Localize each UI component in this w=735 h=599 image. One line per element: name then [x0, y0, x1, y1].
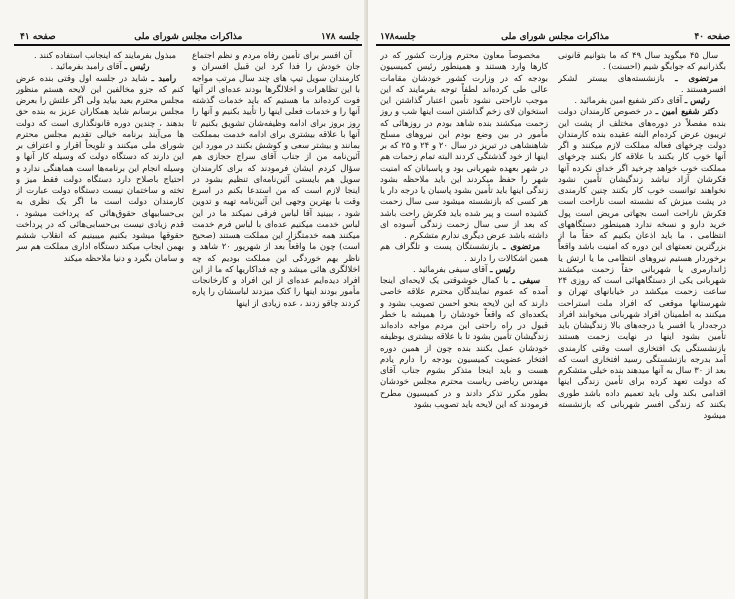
paragraph-text: آقای رامبد بفرمائید . — [50, 61, 122, 72]
page-number: صفحه ۴۰ — [694, 32, 730, 42]
paragraph-text: آن افسر برای تأمین رفاه مردم و نظم اجتماع جان خودش را فدا کرد این قبیل افسران و کارمندان سویل تیپ های چند سال مرتب مواجه با این تظاهرات و اخلالگرها بودند عده‌ای اثر آنها فوت کرده‌اند ما هستیم که باید خدمات گذشته آنها را و خدمات فعلی اینها را تأیید بکنیم و آنها را روز بروز برای ادامه وظیفه‌شان تشویق بکنیم تا آنها با علاقه بیشتری برای ادامه خدمت بمملکت بمانند و بیشتر سعی و کوشش بکنند در مورد این آئین‌نامه من از جناب آقای سراج حجازی هم سؤال کردم ایشان فرمودند که برای کارمندان سویل هم بایستی آئین‌نامه‌ای تنظیم بشود در اینجا لازم است که من استدعا بکنم در اسرع وقت با بهترین وجهی این آئین‌نامه تهیه و تدوین شود ، ببینید آقا لباس فرقی نمیکند ما در این لباس خدمت میکنیم عده‌ای با لباس فرم خدمت میکنند همه خدمتگزار این مملکت هستند (صحیح است) چون ما واقعاً بعد از شهریور ۲۰ شاهد و ناظر بهم خوردگی این مملکت بودیم که چه اخلالگری هائی میشد و چه فداکاریها که ما از این افراد دیده‌ایم عده‌ای از این افراد و کارخانجات مأمور بودند اینها را کتک میزدند لباسشان را پاره کردند چاقو زدند ، عده زیادی از اینها — [192, 50, 360, 308]
session-number: جلسه ۱۷۸ — [320, 32, 360, 42]
session-number: جلسه۱۷۸ — [380, 32, 416, 42]
speaker-name: سیفی ـ — [512, 275, 540, 285]
header-rule — [14, 44, 362, 46]
speaker-name: رئیس ـ — [124, 61, 150, 72]
page-number: صفحه ۴۱ — [20, 32, 56, 42]
paragraph — [380, 275, 548, 410]
paragraph — [380, 50, 548, 241]
paragraph — [558, 73, 726, 96]
speaker-name: دکتر شفیع امین ـ — [655, 106, 718, 117]
paragraph — [558, 106, 726, 421]
text-column-left — [380, 50, 548, 590]
speaker-name: مرتضوی ـ — [503, 241, 541, 252]
paragraph-text: مخصوصاً معاون محترم وزارت کشور که در کارها وارد هستند و همینطور رئیس کمیسیون بودجه که در وزارت کشور خودشان مقامات عالی طی کرده‌اند لطفاً توجه بفرمایند که این موجب ناراحتی نشود تأمین اعتبار گذاشتن این استخوان لای زخم گذاشتن است اینها شب و روز زحمت میکشند بنده شاهد بودم در روزهائی که مأمور در بین وضع بودم این نیروهای مسلح شاهنشاهی در تبریز در سال ۲۰ و ۲۴ و ۲۵ که بر اینها از خود گذشتگی کردند البته تمام زحمات هم در شهر بعهده شهربانی بود و پاسبانان که امنیت شهر را حفظ میکردند این باید ملاحظه بشود زندگی اینها باید تأمین بشود پاسبان یا درجه دار یا هر کسی که بازنشسته میشود سی سال زحمت کشیده است و پیر شده باید فکرش راحت باشد که بعد از سی سال زحمت زندگی آسوده ای داشته باشد عرض دیگری ندارم متشکرم . — [380, 50, 548, 240]
running-title: مذاکرات مجلس شورای ملی — [501, 32, 610, 42]
speaker-name: رامبد ـ — [151, 72, 176, 83]
text-column-right — [558, 50, 726, 590]
paragraph — [558, 95, 726, 106]
speaker-name: رئیس ـ — [490, 263, 515, 274]
paragraph — [16, 50, 184, 61]
paragraph-text: شاید در جلسه اول وقتی بنده عرض کنم که جزو مخالفین این لایحه هستم منظور مجلس محترم بعید بیاید ولی اگر علتش را بعرض مجلس برسانم شاید همکاران عزیز به بنده حق بدهند ، چندین دوره قانونگذاری است که دولت ها می‌آیند برنامه خیالی تقدیم مجلس محترم شورای ملی میکنند و تلویحاً اقرار و اعتراف بر این دارند که دستگاه دولت که وسیله کار آنها و وسیله انجام این برنامه‌ها است هماهنگی ندارد و احتیاج باصلاح دارد دستگاه دولت فقط میز و تخته و ساختمان نیست دستگاه دولت عبارت از کارمندان دولت است ما اگر یک نظری به بی‌حسابیهای حقوق‌هائی که پرداخت میشود ، قدم زیادی نیست بی‌حسابی‌هائی که در پرداخت حقوقها میشود بکنیم میبینیم که انقلاب ششم بهمن ایجاب میکند دستگاه اداری مملکت هم سر و سامان بگیرد و دنیا ملاحظه میکند — [16, 72, 184, 263]
paragraph-text: در خصوص کارمندان دولت بنده مفصلاً در دوره‌های مختلف از پشت این تریبون عرض کرده‌ام البته عقیده بنده کارمندان دولت چرخهای فعاله مملکت لازم میکنند و اگر آنها خوب کار بکنند با علاقه کار بکنند چرخهای مملکت خوب خواهد چرخید اگر خدای نکرده آنها فکرشان آزاد نباشد زندگیشان تأمین نشود نخواهند توانست خوب کار بکنند چنین کارمندی در پشت میزش که نشسته است ناراحت است فکرش ناراحت است بجهاتی مریض است پول خرید دارو و نسخه ندارد همینطور دستگاههای انتظامی ، ما باید اذعان بکنیم که حقاً ما از بزرگترین نعمتهای این دوره که امنیت باشد واقعاً برخوردار هستیم نیروهای انتظامی ما یا ارتش یا ژاندارمری یا شهربانی حقاً زحمت میکشند شهربانی یکی از دستگاههائی است که روزی ۲۴ ساعت زحمت میکشد در خیابانهای تهران و شهرستانها موقعی که افراد ملت استراحت میکنند به اطمینان افراد شهربانی میخوابند افراد درجه‌دار یا افسر یا درجه‌های بالا زندگیشان باید تأمین بشود اینها در نهایت زحمت هستند بازنشستگی یک افتخاری است وقتی کارمندی آمد بدرجه بازنشستگی رسید افتخاری است که بعد از ۳۰ سال به آنها میدهند بنده خیلی متشکرم که دولت تعهد کرده برای تأمین زندگی اینها اقدامی بکند ولی باید تعمیم داده باشد طوری بکنند که زندگی افسر شهربانی که بازنشسته میشود — [558, 106, 726, 420]
paragraph — [380, 241, 548, 264]
paragraph — [16, 61, 184, 72]
right-page — [368, 0, 735, 599]
paragraph-text: آقای دکتر شفیع امین بفرمائید . — [574, 95, 683, 105]
paragraph — [16, 73, 184, 264]
text-column-right — [192, 50, 360, 590]
text-column-left — [16, 50, 184, 590]
paragraph — [380, 264, 548, 275]
paragraph — [558, 50, 726, 73]
header-rule — [376, 44, 730, 46]
running-title: مذاکرات مجلس شورای ملی — [134, 32, 243, 42]
paragraph-text: بازنشسته‌های بیستر لشکر افسرهستند . — [558, 72, 726, 94]
page-header — [20, 30, 360, 42]
paragraph-text: با کمال خوشوقتی یک لایحه‌ای اینجا آمده که عموم نمایندگان محترم علاقه خاصی دارند که این لایحه بنحو احسن تصویب بشود و یکعده‌ای که واقعاً خودشان را همیشه با خطر قبول در راه راحتی این مردم مواجه داده‌اند زندگیشان تأمین بشود تا با علاقه بیشتری بوظیفه خودشان عمل بکنند بنده چون از همین دوره افتخار عضویت کمیسیون بودجه را دارم یادم هست و باید اینجا متذکر بشوم جناب آقای مهندس ریاضی ریاست محترم مجلس خودشان بطور مکرر تذکر دادند و در کمیسیون مطرح فرمودند که این لایحه باید تصویب بشود — [380, 275, 548, 409]
speaker-name: مرتضوی ـ — [675, 72, 718, 83]
paragraph-text: آقای سیفی بفرمائید . — [413, 263, 488, 274]
page-header — [380, 30, 730, 42]
paragraph-text: مبذول بفرمایند که اینجانب استفاده کنند . — [33, 50, 176, 60]
paragraph — [192, 50, 360, 309]
paragraph-text: سال ۴۵ میگوید سال ۴۹ که ما بتوانیم قانونی بگذرانیم که جوابگو شیم (احسنت) . — [558, 50, 726, 72]
speaker-name: رئیس ـ — [684, 95, 710, 105]
paragraph-text: بازنشستگان پست و تلگراف هم همین اشکالات را دارند . — [380, 241, 548, 263]
